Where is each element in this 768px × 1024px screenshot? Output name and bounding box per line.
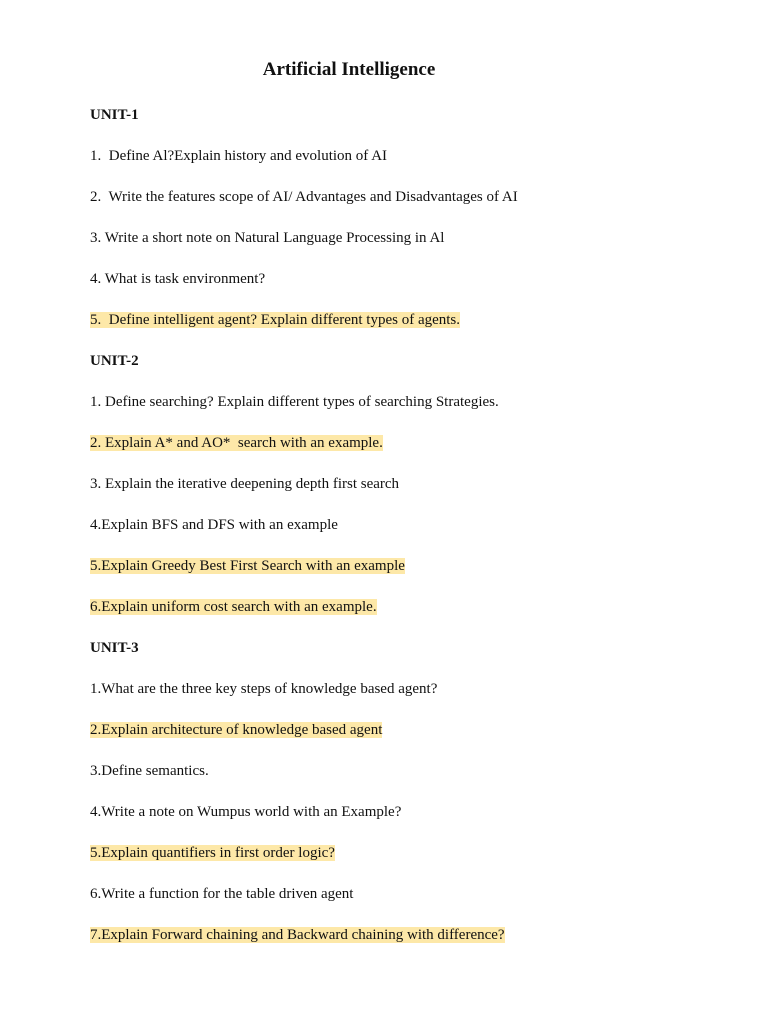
- question-item: [90, 885, 353, 904]
- question-text: 4.Write a note on Wumpus world with an Example?: [90, 804, 402, 820]
- question-item: [90, 229, 444, 248]
- question-item-highlighted: [90, 434, 383, 453]
- question-item: [90, 803, 401, 822]
- question-text: 1.What are the three key steps of knowledge based agent?: [90, 681, 438, 697]
- question-item: [90, 393, 499, 412]
- question-item-highlighted: [90, 926, 505, 945]
- question-text: 6.Write a function for the table driven agent: [90, 886, 354, 902]
- question-item-highlighted: [90, 598, 377, 617]
- question-text: 3. Explain the iterative deepening depth first search: [90, 476, 400, 492]
- question-item: [90, 762, 209, 781]
- question-text: 2. Write the features scope of AI/ Advantages and Disadvantages of AI: [90, 189, 518, 205]
- question-text: 5. Define intelligent agent? Explain different types of agents.: [90, 312, 461, 328]
- document-title: Artificial Intelligence: [262, 59, 436, 80]
- question-item: [90, 475, 399, 494]
- question-item: [90, 147, 387, 166]
- question-text: 4.Explain BFS and DFS with an example: [90, 517, 338, 533]
- question-text: 3. Write a short note on Natural Language Processing in Al: [90, 230, 445, 246]
- question-text: 4. What is task environment?: [90, 271, 266, 287]
- unit-heading: UNIT-1: [90, 107, 139, 123]
- question-item: [90, 188, 518, 207]
- question-item: [90, 270, 265, 289]
- question-item: [90, 516, 338, 535]
- question-text: 1. Define searching? Explain different types of searching Strategies.: [90, 394, 499, 410]
- question-item-highlighted: [90, 311, 460, 330]
- question-text: 1. Define Al?Explain history and evolution of AI: [90, 148, 388, 164]
- question-text: 6.Explain uniform cost search with an example.: [90, 599, 377, 615]
- question-item-highlighted: [90, 557, 405, 576]
- question-text: 5.Explain Greedy Best First Search with an example: [90, 558, 405, 574]
- question-item-highlighted: [90, 844, 335, 863]
- unit-heading: UNIT-3: [90, 640, 139, 656]
- question-text: 2. Explain A* and AO* search with an example.: [90, 435, 383, 451]
- question-text: 2.Explain architecture of knowledge based agent: [90, 722, 383, 738]
- unit-heading: UNIT-2: [90, 353, 139, 369]
- question-text: 7.Explain Forward chaining and Backward chaining with difference?: [90, 927, 505, 943]
- question-item-highlighted: [90, 721, 382, 740]
- question-item: [90, 680, 437, 699]
- question-text: 5.Explain quantifiers in first order logic?: [90, 845, 335, 861]
- question-text: 3.Define semantics.: [90, 763, 209, 779]
